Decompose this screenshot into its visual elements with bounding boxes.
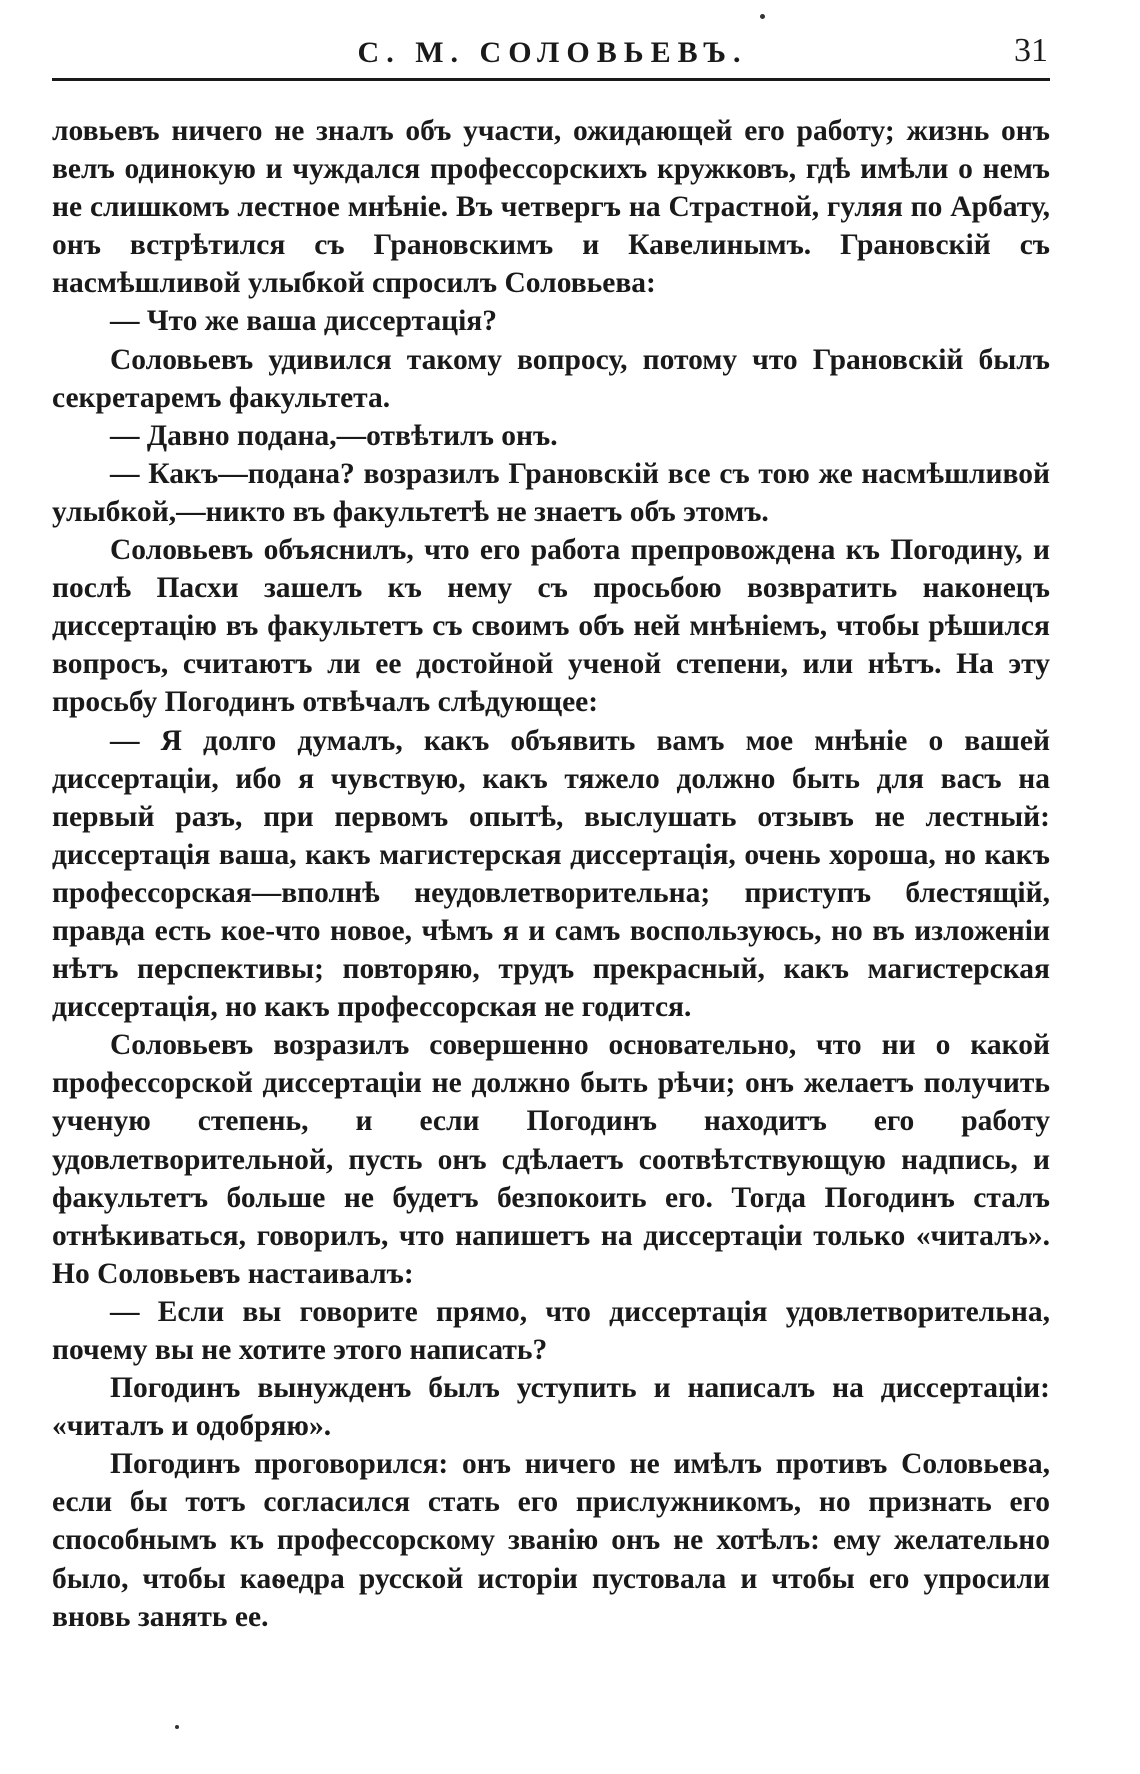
speck-mark — [175, 1725, 179, 1729]
paragraph-6: Соловьевъ объяснилъ, что его работа препровождена къ Погодину, и послѣ Пасхи зашелъ къ нему съ просьбою возвратить наконецъ диссертацію въ факультетъ съ своимъ объ ней мнѣніемъ, чтобы рѣшился вопросъ, считаютъ ли ее достойной ученой степени, или нѣтъ. На эту просьбу Погодинъ отвѣчалъ слѣдующее: — [52, 534, 1050, 719]
paragraph-7: — Я долго думалъ, какъ объявить вамъ мое мнѣніе о вашей диссертаціи, ибо я чувствую, какъ тяжело должно быть для васъ на первый разъ, при первомъ опытѣ, выслушать отзывъ не лестный: диссертація ваша, какъ магистерская диссертація, очень хороша, но какъ профессорская—вполнѣ неудовлетворительна; приступъ блестящій, правда есть кое-что новое, чѣмъ я и самъ воспользуюсь, но въ изложеніи нѣтъ перспективы; повторяю, трудъ прекрасный, какъ магистерская диссертація, но какъ профессорская не годится. — [52, 724, 1050, 1024]
paragraph-2: — Что же ваша диссертація? — [110, 305, 498, 338]
paragraph-9: — Если вы говорите прямо, что диссертація удовлетворительна, почему вы не хотите этого написать? — [52, 1295, 1050, 1366]
paragraph-1: ловьевъ ничего не зналъ объ участи, ожидающей его работу; жизнь онъ велъ одинокую и чуждался профессорскихъ кружковъ, гдѣ имѣли о немъ не слишкомъ лестное мнѣніе. Въ четвергъ на Страстной, гуляя по Арбату, онъ встрѣтился съ Грановскимъ и Кавелинымъ. Грановскій съ насмѣшливой улыбкой спросилъ Соловьева: — [52, 115, 1050, 300]
speck-mark — [760, 14, 765, 19]
page-header — [55, 30, 1050, 78]
body-text — [52, 112, 1050, 1636]
paragraph-8: Соловьевъ возразилъ совершенно основательно, что ни о какой профессорской диссертаціи не должно быть рѣчи; онъ желаетъ получить ученую степень, и если Погодинъ находитъ его работу удовлетворительной, пусть онъ сдѣлаетъ соотвѣтствующую надпись, и факультетъ больше не будетъ безпокоить его. Тогда Погодинъ сталъ отнѣкиваться, говорилъ, что напишетъ на диссертаціи только «читалъ». Но Соловьевъ настаивалъ: — [52, 1029, 1050, 1290]
header-rule — [52, 78, 1050, 81]
paragraph-11: Погодинъ проговорился: онъ ничего не имѣлъ противъ Соловьева, если бы тотъ согласился стать его прислужникомъ, но признать его способнымъ къ профессорскому званію онъ не хотѣлъ: ему желательно было, чтобы каѳедра русской исторіи пустовала и чтобы его упросили вновь занять ее. — [52, 1448, 1050, 1633]
paragraph-4: — Давно подана,—отвѣтилъ онъ. — [110, 419, 558, 452]
paragraph-3: Соловьевъ удивился такому вопросу, потому что Грановскій былъ секретаремъ факультета. — [52, 343, 1050, 414]
running-title: С. М. СОЛОВЬЕВЪ. — [357, 36, 748, 69]
page-number: 31 — [1014, 32, 1048, 69]
paragraph-10: Погодинъ вынужденъ былъ уступить и написалъ на диссертаціи: «читалъ и одобряю». — [52, 1372, 1050, 1443]
paragraph-5: — Какъ—подана? возразилъ Грановскій все съ тою же насмѣшливой улыбкой,—никто въ факультетѣ не знаетъ объ этомъ. — [52, 457, 1050, 528]
